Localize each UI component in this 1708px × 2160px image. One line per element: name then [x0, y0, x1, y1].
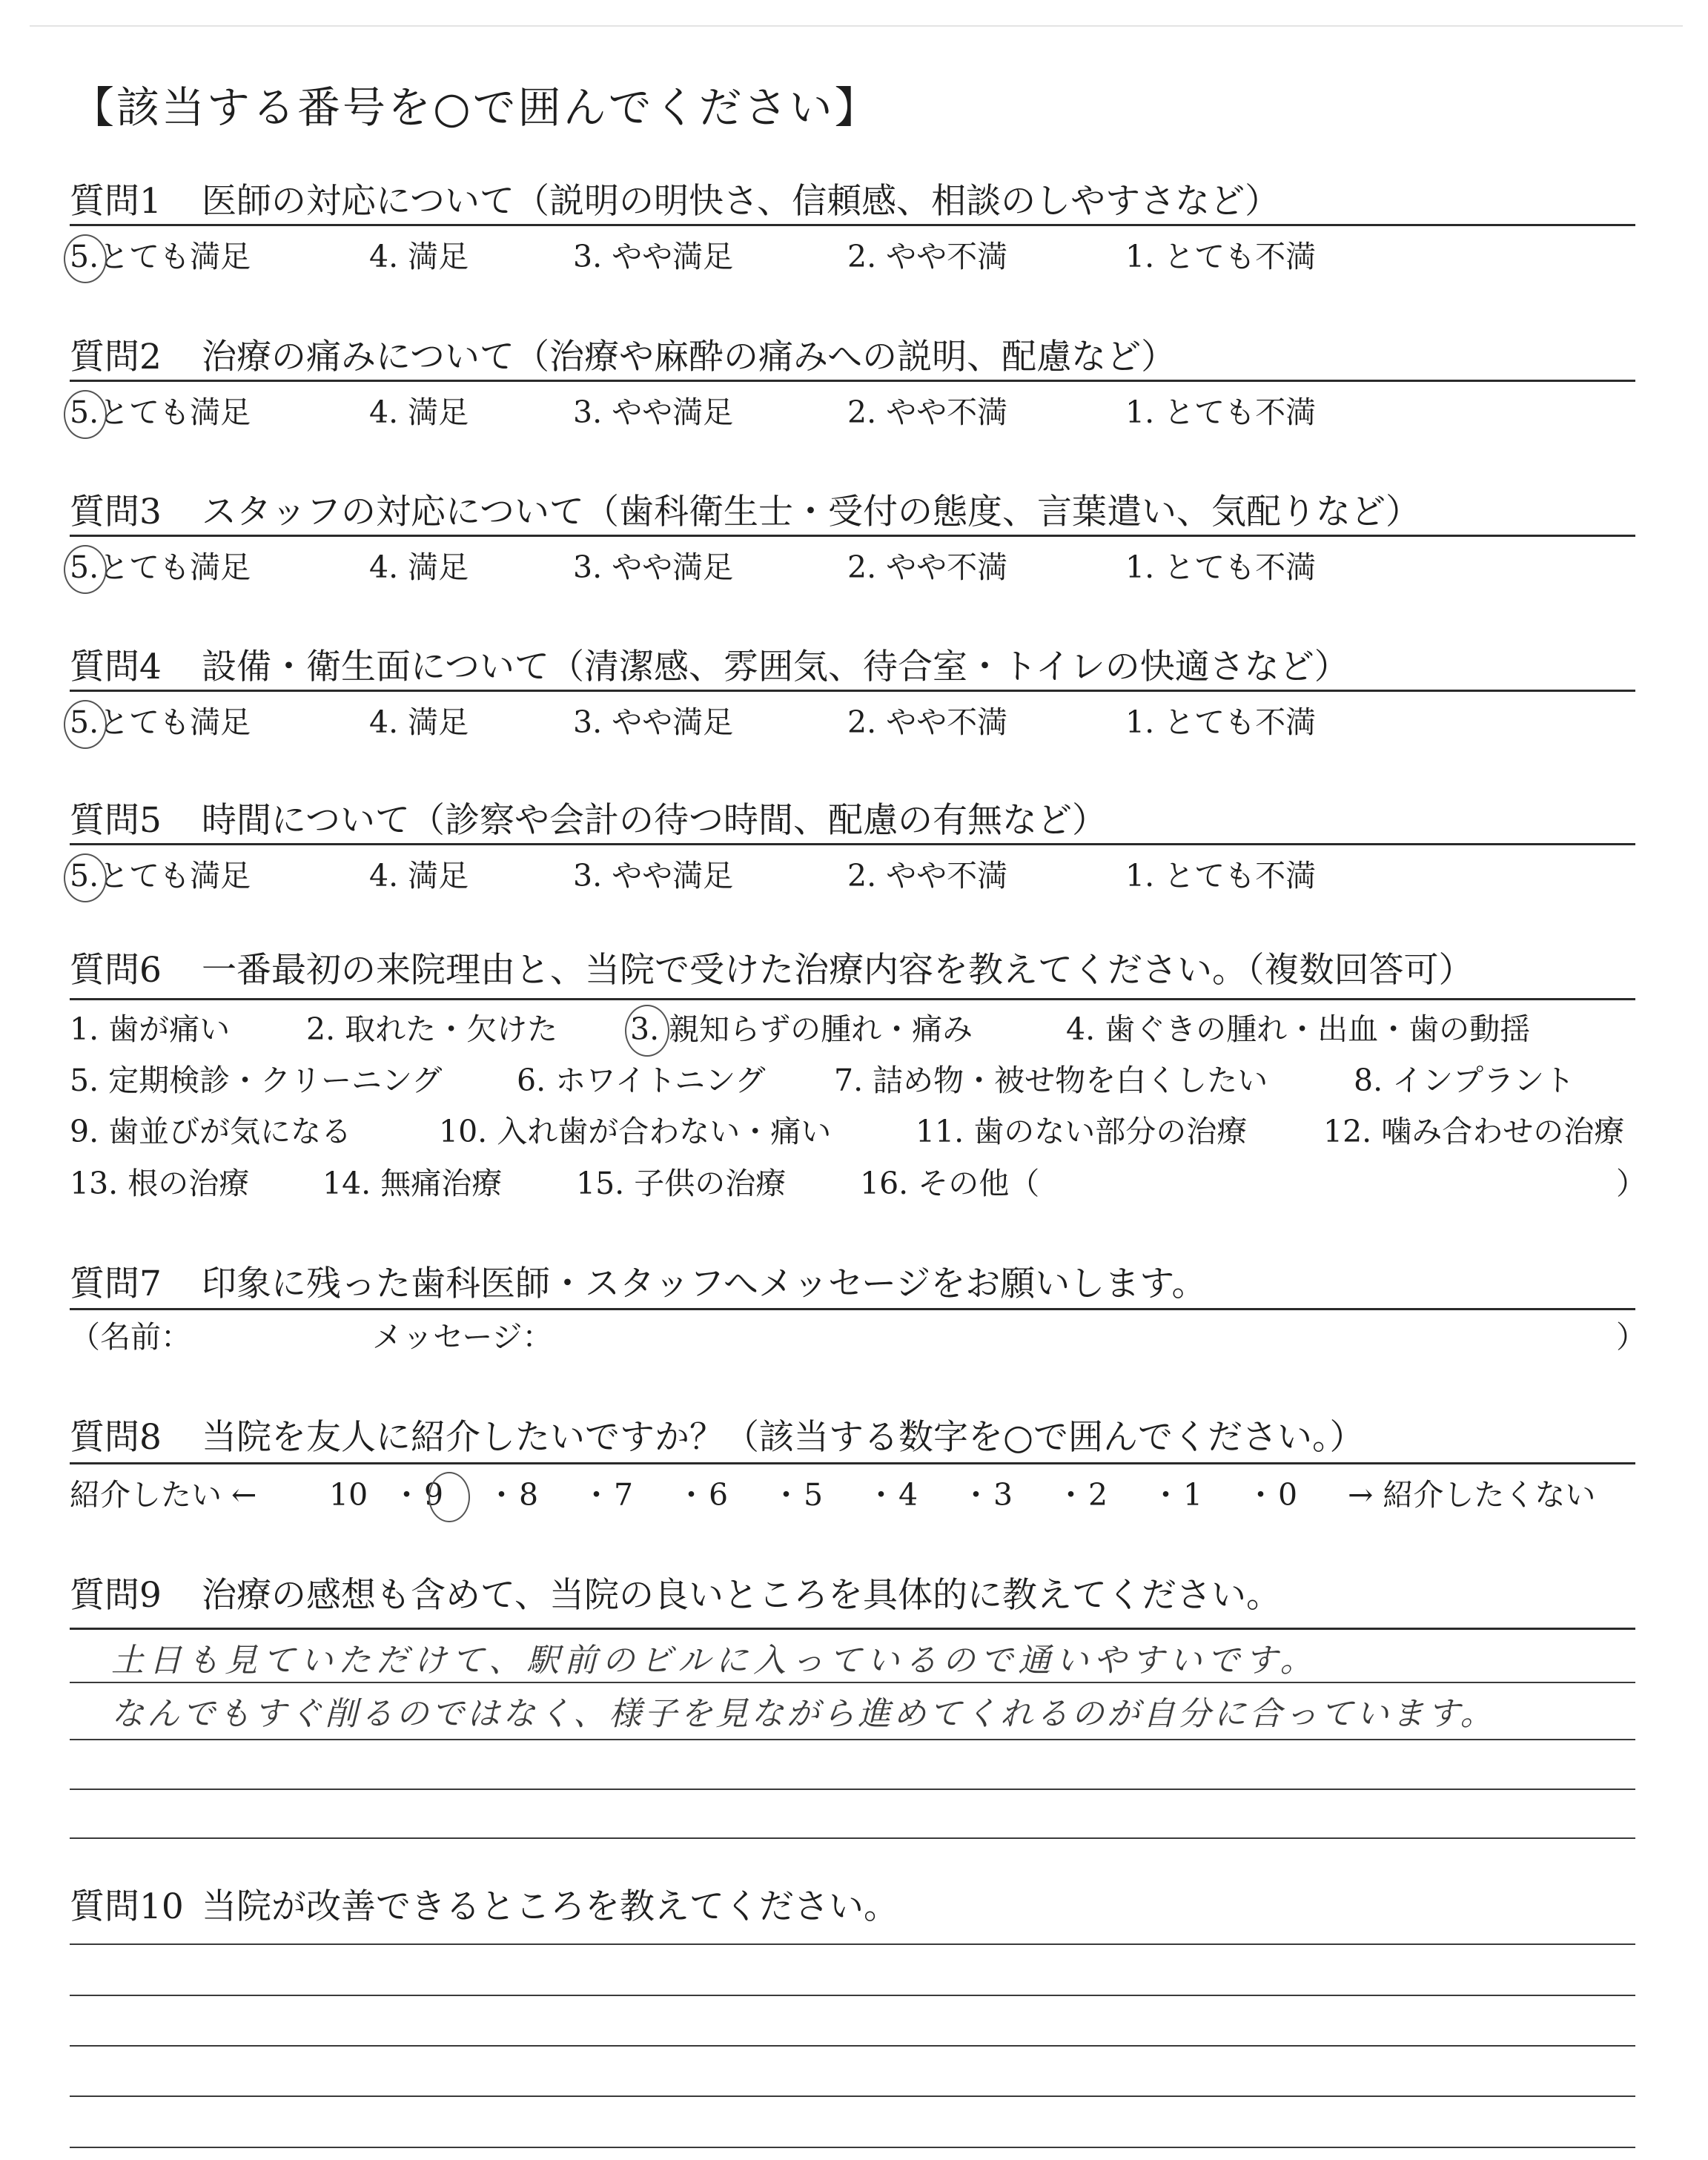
q8-scale-separator: ・	[866, 1477, 896, 1513]
q8-scale-value-9: 9	[424, 1477, 444, 1513]
q1-option-3: 3. やや満足	[573, 239, 734, 274]
q8-scale-separator: ・	[771, 1477, 801, 1513]
q3-option-3: 3. やや満足	[573, 549, 734, 585]
q5-heading	[70, 800, 1108, 841]
q5-option-1: 1. とても不満	[1125, 858, 1317, 894]
q10-answer-rule-1	[70, 1943, 1635, 1945]
q1-option-4: 4. 満足	[369, 239, 469, 274]
q9-rule	[70, 1628, 1635, 1630]
q3-option-4: 4. 満足	[369, 549, 469, 585]
q7-name-label: （名前：	[70, 1319, 191, 1355]
q8-scale-value-0: 0	[1278, 1477, 1298, 1513]
q7-message-label: メッセージ：	[372, 1319, 553, 1355]
q1-number: 質問1	[70, 181, 162, 222]
q10-number: 質問10	[70, 1886, 184, 1927]
q3-option-1: 1. とても不満	[1125, 549, 1317, 585]
q6-option-8: 8. インプラント	[1354, 1063, 1575, 1098]
q7-number: 質問7	[70, 1264, 162, 1304]
q2-rule	[70, 380, 1635, 382]
q2-heading	[70, 337, 1176, 377]
q9-answer-rule-2	[70, 1739, 1635, 1740]
q10-answer-rule-4	[70, 2095, 1635, 2097]
q6-option-2: 2. 取れた・欠けた	[306, 1011, 558, 1047]
q8-scale-separator: ・	[581, 1477, 612, 1513]
q7-rule	[70, 1308, 1635, 1310]
q5-option-4: 4. 満足	[369, 858, 469, 894]
q6-option-16: 16. その他（	[860, 1166, 1040, 1201]
q6-option-4: 4. 歯ぐきの腫れ・出血・歯の動揺	[1066, 1011, 1531, 1047]
q6-option-13: 13. 根の治療	[70, 1166, 250, 1201]
q7-heading	[70, 1264, 1207, 1304]
q6-option-9: 9. 歯並びが気になる	[70, 1114, 352, 1149]
q3-option-2: 2. やや不満	[847, 549, 1008, 585]
q3-heading	[70, 492, 1421, 532]
q4-rule	[70, 690, 1635, 692]
q6-number: 質問6	[70, 950, 162, 991]
q10-text: 当院が改善できるところを教えてください。	[202, 1886, 898, 1927]
q2-option-5: 5.とても満足	[70, 394, 251, 430]
q9-answer-rule-3	[70, 1789, 1635, 1790]
q8-scale-separator: ・	[961, 1477, 991, 1513]
q2-option-1: 1. とても不満	[1125, 394, 1317, 430]
q10-answer-rule-3	[70, 2045, 1635, 2047]
q1-heading	[70, 181, 1280, 222]
q8-scale-separator: ・	[486, 1477, 517, 1513]
q6-heading	[70, 950, 1474, 991]
q10-answer-rule-5	[70, 2147, 1635, 2148]
q10-answer-rule-2	[70, 1995, 1635, 1996]
q6-option-15: 15. 子供の治療	[576, 1166, 787, 1201]
q2-option-3: 3. やや満足	[573, 394, 734, 430]
q5-rule	[70, 843, 1635, 845]
q5-number: 質問5	[70, 800, 162, 841]
q2-option-4: 4. 満足	[369, 394, 469, 430]
q6-close-paren: ）	[1616, 1166, 1646, 1201]
q8-right-label: → 紹介したくない	[1348, 1477, 1596, 1513]
q8-scale-value-4: 4	[898, 1477, 918, 1513]
q8-scale-separator: ・	[676, 1477, 706, 1513]
q6-rule	[70, 998, 1635, 1000]
q8-scale-value-1: 1	[1183, 1477, 1203, 1513]
q1-option-2: 2. やや不満	[847, 239, 1008, 274]
q4-number: 質問4	[70, 647, 162, 687]
q8-scale-separator: ・	[391, 1477, 422, 1513]
q6-option-12: 12. 噛み合わせの治療	[1323, 1114, 1625, 1149]
q8-scale-separator: ・	[1056, 1477, 1086, 1513]
q6-option-7: 7. 詰め物・被せ物を白くしたい	[834, 1063, 1268, 1098]
q6-option-11: 11. 歯のない部分の治療	[916, 1114, 1248, 1149]
q9-heading	[70, 1575, 1282, 1616]
q8-scale-value-8: 8	[519, 1477, 539, 1513]
q10-heading	[70, 1886, 898, 1927]
q9-answer-line-1: 土日も見ていただけて、駅前のビルに入っているので通いやすいです。	[111, 1642, 1318, 1680]
q1-text: 医師の対応について（説明の明快さ、信頼感、相談のしやすさなど）	[202, 181, 1280, 222]
form-title: 【該当する番号を○で囲んでください】	[71, 82, 880, 133]
q9-text: 治療の感想も含めて、当院の良いところを具体的に教えてください。	[202, 1575, 1282, 1616]
q6-option-10: 10. 入れ歯が合わない・痛い	[439, 1114, 832, 1149]
q8-scale-value-2: 2	[1088, 1477, 1108, 1513]
q6-option-14: 14. 無痛治療	[322, 1166, 503, 1201]
q1-option-1: 1. とても不満	[1125, 239, 1317, 274]
q7-close-paren: ）	[1616, 1319, 1646, 1355]
q4-option-4: 4. 満足	[369, 704, 469, 740]
q8-scale-value-3: 3	[993, 1477, 1013, 1513]
q6-option-6: 6. ホワイトニング	[517, 1063, 766, 1098]
q8-text: 当院を友人に紹介したいですか？（該当する数字を○で囲んでください。）	[202, 1417, 1365, 1458]
q4-option-1: 1. とても不満	[1125, 704, 1317, 740]
q4-text: 設備・衛生面について（清潔感、雰囲気、待合室・トイレの快適さなど）	[202, 647, 1349, 687]
q8-scale-value-5: 5	[804, 1477, 824, 1513]
q9-answer-rule-4	[70, 1837, 1635, 1839]
q8-scale-separator: ・	[1151, 1477, 1181, 1513]
q4-option-2: 2. やや不満	[847, 704, 1008, 740]
q8-left-label: 紹介したい ←	[70, 1477, 257, 1513]
q1-rule	[70, 224, 1635, 226]
q9-answer-rule-1	[70, 1682, 1635, 1683]
q8-number: 質問8	[70, 1417, 162, 1458]
q4-option-3: 3. やや満足	[573, 704, 734, 740]
q6-option-1: 1. 歯が痛い	[70, 1011, 231, 1047]
q8-scale-value-6: 6	[709, 1477, 729, 1513]
q5-option-2: 2. やや不満	[847, 858, 1008, 894]
q8-heading	[70, 1417, 1365, 1458]
q8-scale-value-10: 10	[329, 1477, 368, 1513]
q7-text: 印象に残った歯科医師・スタッフへメッセージをお願いします。	[202, 1264, 1207, 1304]
q2-option-2: 2. やや不満	[847, 394, 1008, 430]
q9-number: 質問9	[70, 1575, 162, 1616]
q3-text: スタッフの対応について（歯科衛生士・受付の態度、言葉遣い、気配りなど）	[202, 492, 1421, 532]
q1-option-5: 5.とても満足	[70, 239, 251, 274]
q4-option-5: 5.とても満足	[70, 704, 251, 740]
q2-text: 治療の痛みについて（治療や麻酔の痛みへの説明、配慮など）	[202, 337, 1176, 377]
q2-number: 質問2	[70, 337, 162, 377]
q4-heading	[70, 647, 1349, 687]
q5-option-3: 3. やや満足	[573, 858, 734, 894]
scan-edge-line	[30, 25, 1683, 27]
q5-text: 時間について（診察や会計の待つ時間、配慮の有無など）	[202, 800, 1108, 841]
q5-option-5: 5.とても満足	[70, 858, 251, 894]
q8-scale-value-7: 7	[614, 1477, 634, 1513]
q8-scale-separator: ・	[1245, 1477, 1276, 1513]
q6-text: 一番最初の来院理由と、当院で受けた治療内容を教えてください。（複数回答可）	[202, 950, 1474, 991]
q6-option-3: 3. 親知らずの腫れ・痛み	[630, 1011, 973, 1047]
q3-number: 質問3	[70, 492, 162, 532]
q8-rule	[70, 1462, 1635, 1464]
q9-answer-line-2: なんでもすぐ削るのではなく、様子を見ながら進めてくれるのが自分に合っています。	[111, 1695, 1496, 1733]
q6-option-5: 5. 定期検診・クリーニング	[70, 1063, 443, 1098]
q3-rule	[70, 535, 1635, 537]
q3-option-5: 5.とても満足	[70, 549, 251, 585]
